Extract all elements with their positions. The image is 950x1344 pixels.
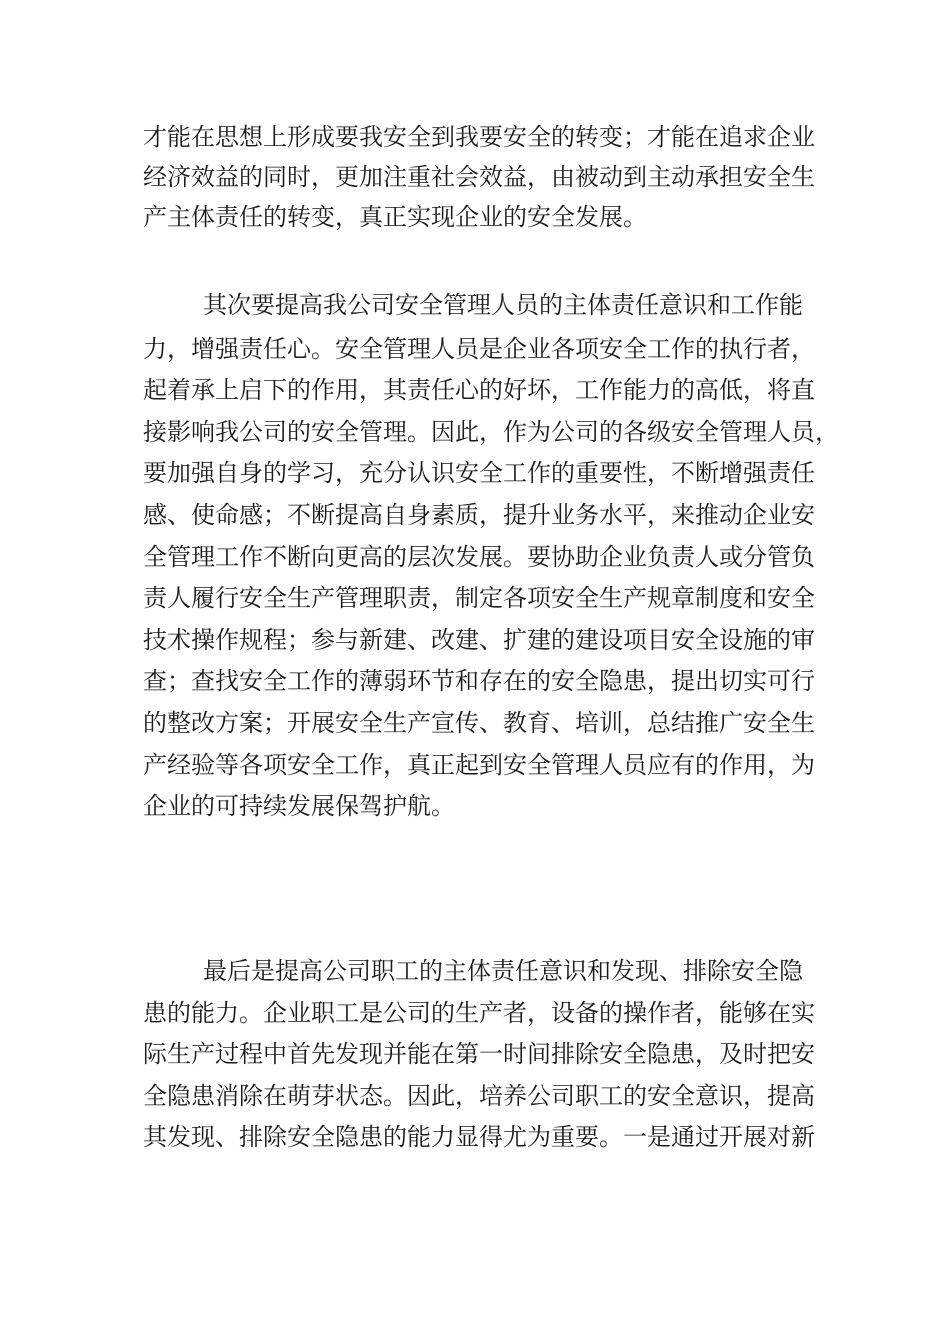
paragraph-line: 责人履行安全生产管理职责，制定各项安全生产规章制度和安全 (143, 584, 815, 613)
paragraph-line: 其发现、排除安全隐患的能力显得尤为重要。一是通过开展对新 (143, 1123, 815, 1152)
paragraph-line: 企业的可持续发展保驾护航。 (143, 792, 455, 821)
paragraph-line: 产主体责任的转变，真正实现企业的安全发展。 (143, 203, 647, 231)
paragraph-line: 技术操作规程；参与新建、改建、扩建的建设项目安全设施的审 (143, 625, 815, 654)
paragraph-line: 产经验等各项安全工作，真正起到安全管理人员应有的作用，为 (143, 750, 815, 779)
paragraph-line: 感、使命感；不断提高自身素质，提升业务水平，来推动企业安 (143, 500, 815, 529)
paragraph-line: 查；查找安全工作的薄弱环节和存在的安全隐患，提出切实可行 (143, 667, 815, 696)
paragraph-line: 其次要提高我公司安全管理人员的主体责任意识和工作能 (203, 291, 803, 319)
paragraph-line: 最后是提高公司职工的主体责任意识和发现、排除安全隐 (203, 957, 803, 985)
paragraph-line: 力，增强责任心。安全管理人员是企业各项安全工作的执行者， (143, 334, 815, 363)
paragraph-1 (143, 117, 823, 237)
paragraph-line: 起着承上启下的作用，其责任心的好坏，工作能力的高低，将直 (143, 376, 815, 405)
paragraph-line: 际生产过程中首先发现并能在第一时间排除安全隐患，及时把安 (143, 1040, 815, 1069)
paragraph-2 (143, 285, 839, 828)
paragraph-3 (143, 951, 823, 1159)
paragraph-line: 接影响我公司的安全管理。因此，作为公司的各级安全管理人员， (143, 417, 839, 446)
paragraph-line: 要加强自身的学习，充分认识安全工作的重要性，不断增强责任 (143, 459, 815, 488)
paragraph-line: 才能在思想上形成要我安全到我要安全的转变；才能在追求企业 (143, 123, 815, 151)
paragraph-line: 经济效益的同时，更加注重社会效益，由被动到主动承担安全生 (143, 163, 815, 191)
paragraph-line: 全管理工作不断向更高的层次发展。要协助企业负责人或分管负 (143, 542, 815, 571)
paragraph-line: 的整改方案；开展安全生产宣传、教育、培训，总结推广安全生 (143, 708, 815, 737)
paragraph-line: 全隐患消除在萌芽状态。因此，培养公司职工的安全意识，提高 (143, 1081, 815, 1110)
paragraph-line: 患的能力。企业职工是公司的生产者，设备的操作者，能够在实 (143, 998, 815, 1027)
